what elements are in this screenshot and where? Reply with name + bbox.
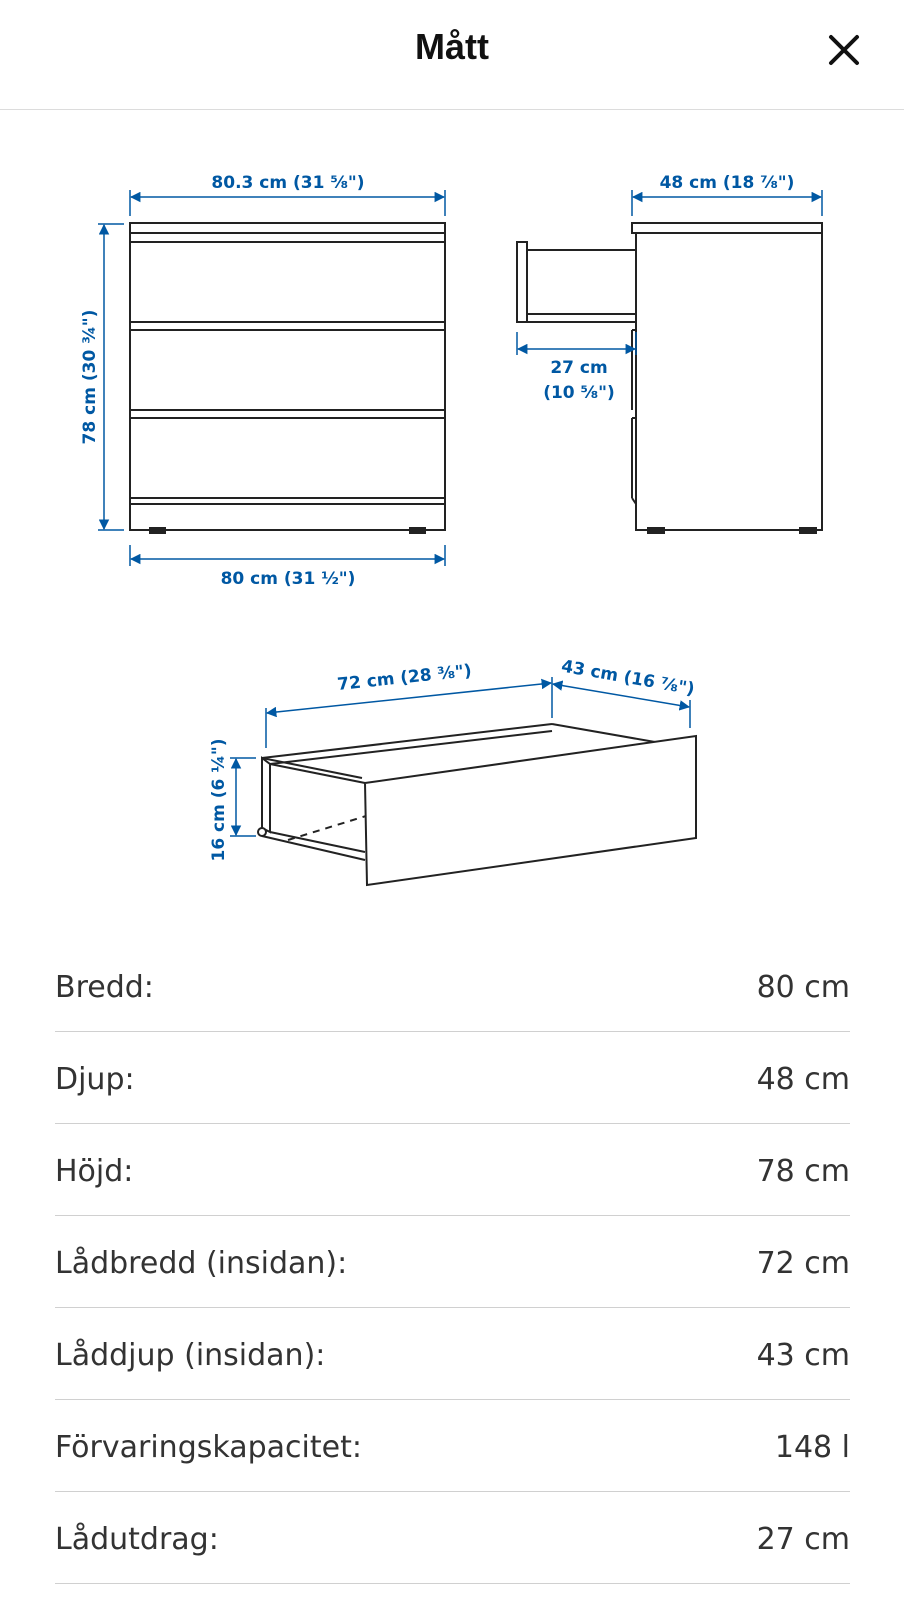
- drawer-height-label: 16 cm (6 ¼"): [209, 738, 229, 862]
- spec-row-height: [55, 1124, 850, 1216]
- spec-value: 43 cm: [756, 1338, 850, 1373]
- spec-row-drawer-width: [55, 1216, 850, 1308]
- dimension-spec-list: [55, 940, 850, 1584]
- side-view-chest: [517, 223, 822, 533]
- dialog-header: [0, 0, 904, 110]
- side-extension-label-line1: 27 cm: [550, 358, 608, 378]
- spec-label: Höjd:: [55, 1154, 134, 1189]
- spec-value: 72 cm: [756, 1246, 850, 1281]
- spec-label: Lådutdrag:: [55, 1522, 219, 1557]
- close-button[interactable]: [820, 26, 868, 74]
- front-view-chest: [130, 223, 445, 533]
- close-icon: [820, 26, 868, 74]
- spec-label: Djup:: [55, 1062, 135, 1097]
- drawer-perspective: [258, 724, 696, 885]
- spec-row-storage-capacity: [55, 1400, 850, 1492]
- front-height-label: 78 cm (30 ¾"): [80, 309, 100, 445]
- side-depth-label: 48 cm (18 ⅞"): [659, 173, 795, 193]
- spec-row-width: [55, 940, 850, 1032]
- spec-label: Bredd:: [55, 970, 154, 1005]
- dimension-drawing: [0, 110, 904, 930]
- spec-row-drawer-extension: [55, 1492, 850, 1584]
- spec-row-drawer-depth: [55, 1308, 850, 1400]
- spec-value: 78 cm: [756, 1154, 850, 1189]
- spec-value: 48 cm: [756, 1062, 850, 1097]
- spec-value: 27 cm: [756, 1522, 850, 1557]
- spec-label: Förvaringskapacitet:: [55, 1430, 362, 1465]
- spec-value: 80 cm: [756, 970, 850, 1005]
- drawer-width-label: 72 cm (28 ⅜"): [336, 661, 473, 696]
- side-extension-label-line2: (10 ⅝"): [543, 383, 615, 403]
- front-bottom-width-label: 80 cm (31 ½"): [220, 569, 356, 589]
- spec-row-depth: [55, 1032, 850, 1124]
- spec-label: Låddjup (insidan):: [55, 1338, 326, 1373]
- drawer-depth-label: 43 cm (16 ⅞"): [559, 656, 697, 700]
- spec-value: 148 l: [774, 1430, 850, 1465]
- front-top-width-label: 80.3 cm (31 ⅝"): [211, 173, 365, 193]
- dialog-title: Mått: [415, 26, 489, 67]
- spec-label: Lådbredd (insidan):: [55, 1246, 348, 1281]
